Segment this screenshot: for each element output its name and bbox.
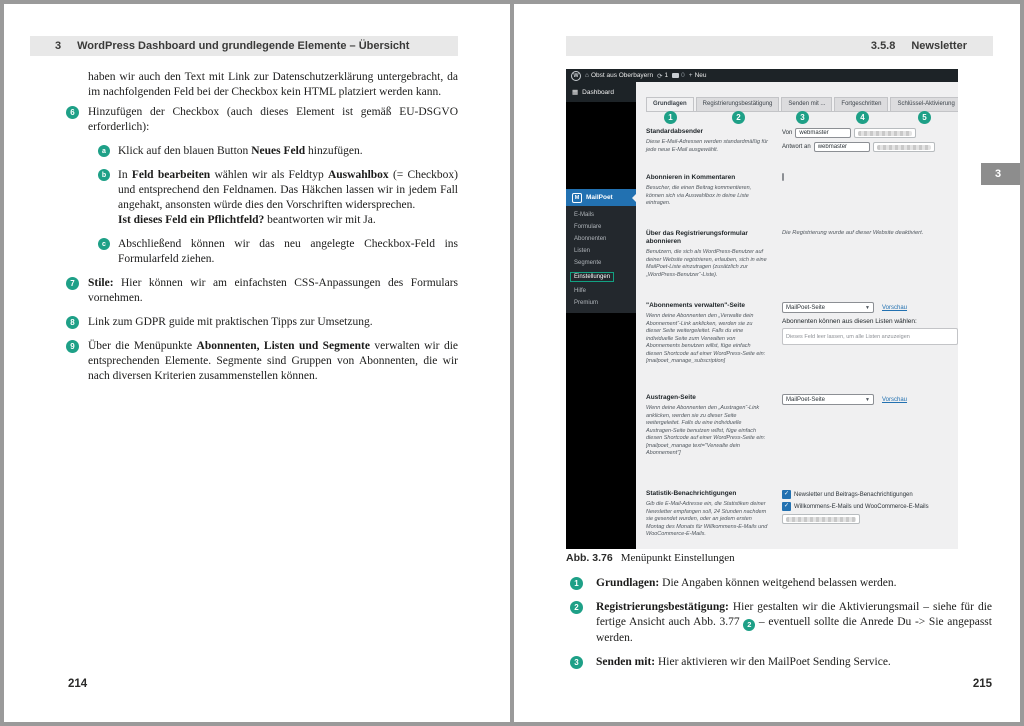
list-item: 6 Hinzufügen der Checkbox (auch dieses Element ist gemäß EU-DSGVO erforderlich): xyxy=(4,105,510,135)
sidebar-item-emails[interactable]: E-Mails xyxy=(574,212,595,218)
setting-desc: Wenn deine Abonnenten den „Verwalte dein Abonnement“-Link anklicken, werden sie zu dieser Seite weitergeleitet. Falls du eine individuelle Seite zum Verwalten von Abonnements benutzen willst, füge einfach diesen Shortcode auf einer WordPress-Seite ein: [mailpoet_manage_subscription] xyxy=(646,313,766,364)
left-page-header xyxy=(30,36,458,56)
comments-checkbox[interactable] xyxy=(782,173,784,181)
von-name-input[interactable] xyxy=(795,128,851,138)
item-badge: 7 xyxy=(66,277,79,290)
annotation-highlight-box: Einstellungen xyxy=(570,272,614,282)
list-item: b In Feld bearbeiten wählen wir als Feldtyp Auswahlbox (= Checkbox) und entsprechend den Feldnamen. Das Häkchen lassen wir in jedem Fall angehakt, ansonsten würde dies den Vorschriften widersprechen. Ist dieses Feld ein Pflichtfeld? beantworten wir mit Ja. xyxy=(4,168,510,228)
lists-sublabel: Abonnenten können aus diesen Listen wählen: xyxy=(782,318,917,325)
mailpoet-submenu xyxy=(566,206,636,313)
comment-icon xyxy=(672,73,679,78)
lists-input[interactable] xyxy=(782,328,958,345)
updates-indicator[interactable]: ⟳ 1 xyxy=(657,72,669,80)
antwort-email-redacted-field[interactable] xyxy=(873,142,935,152)
intro-paragraph: haben wir auch den Text mit Link zur Datenschutzerklärung untergebracht, da im nachfolgenden Feld bei der Checkbox kein HTML platziert werden kann. xyxy=(88,71,458,98)
right-page-header xyxy=(566,36,993,56)
sidebar-item-einstellungen[interactable] xyxy=(566,269,636,285)
comments-indicator[interactable]: 0 xyxy=(672,72,685,79)
wordpress-logo-icon[interactable]: W xyxy=(571,71,581,81)
setting-row-abonnements-verwalten xyxy=(646,302,958,384)
plus-icon: + xyxy=(688,72,693,79)
setting-label: Statistik-Benachrichtigungen xyxy=(646,490,737,497)
new-content-button[interactable]: + Neu xyxy=(688,72,707,79)
list-item: 9 Über die Menüpunkte Abonnenten, Listen und Segmente verwalten wir die entsprechenden Elemente. Segmente sind Gruppen von Abonnenten, die wir nach diversen Kriterien zusammenstellen können. xyxy=(4,339,510,384)
item-badge: c xyxy=(98,238,110,250)
item-badge: 6 xyxy=(66,106,79,119)
sidebar-item-segmente[interactable]: Segmente xyxy=(574,260,602,266)
setting-desc: Benutzern, die sich als WordPress-Benutzer auf deiner Website registrieren, erlauben, sich in eine MailPoet-Liste einzutragen (zusätzlich zur „WordPress-Benutzer“-Liste). xyxy=(646,249,767,278)
registration-disabled-note: Die Registrierung wurde auf dieser Website deaktiviert. xyxy=(782,230,924,236)
setting-label: Standardabsender xyxy=(646,128,704,135)
unsubscribe-page-select[interactable]: MailPoet-Seite ▼ xyxy=(782,394,874,405)
inline-figure-ref-badge: 2 xyxy=(743,619,755,631)
manage-page-select[interactable]: MailPoet-Seite ▼ xyxy=(782,302,874,313)
list-item: 3 Senden mit: Hier aktivieren wir den MailPoet Sending Service. xyxy=(514,655,1020,670)
wordpress-screenshot-figure xyxy=(566,69,958,549)
chapter-title: WordPress Dashboard und grundlegende Elemente – Übersicht xyxy=(77,40,410,52)
setting-desc: Gib die E-Mail-Adresse ein, die Statistiken deiner Newsletter empfangen soll, 24 Stunden nachdem sie gesendet wurden, oder an jedem ersten Montag des Monats für Willkommens-E-Mails und WooCommerce-E-Mails. xyxy=(646,501,768,537)
sidebar-item-hilfe[interactable]: Hilfe xyxy=(574,288,587,294)
figure-caption-text: Menüpunkt Einstellungen xyxy=(620,552,735,564)
item-badge: 8 xyxy=(66,316,79,329)
chevron-down-icon: ▼ xyxy=(865,396,870,403)
site-name-menu[interactable]: ⌂ Obst aus Oberbayern xyxy=(585,72,654,79)
antwort-name-input[interactable] xyxy=(814,142,870,152)
von-email-redacted-field[interactable] xyxy=(854,128,916,138)
setting-label: "Abonnements verwalten"-Seite xyxy=(646,302,745,309)
figure-caption xyxy=(566,552,735,564)
setting-desc: Diese E-Mail-Adressen werden standardmäßig für jede neue E-Mail ausgewählt. xyxy=(646,139,768,153)
setting-label: Abonnieren in Kommentaren xyxy=(646,174,736,181)
item-badge: b xyxy=(98,169,110,181)
callout-1: 1 xyxy=(664,111,677,124)
tab-registrierungsbestaetigung[interactable]: Registrierungsbestätigung xyxy=(696,97,780,111)
setting-row-registrierung xyxy=(646,230,958,292)
item-badge: 9 xyxy=(66,340,79,353)
stats-newsletter-checkbox[interactable]: ✓ xyxy=(783,491,790,497)
sidebar-item-dashboard[interactable]: ▦ Dashboard xyxy=(566,82,636,102)
callout-5: 5 xyxy=(918,111,931,124)
list-item: a Klick auf den blauen Button Neues Feld hinzufügen. xyxy=(4,144,510,159)
item-badge: 1 xyxy=(570,577,583,590)
stats-welcome-checkbox[interactable]: ✓ xyxy=(783,503,790,509)
chevron-down-icon: ▼ xyxy=(865,304,870,311)
callout-4: 4 xyxy=(856,111,869,124)
item-badge: 2 xyxy=(570,601,583,614)
mailpoet-logo-icon: M xyxy=(572,193,582,203)
figure-caption-label: Abb. 3.76 xyxy=(566,552,613,564)
section-title: Newsletter xyxy=(911,40,967,52)
setting-label: Über das Registrierungsformular abonnieren xyxy=(646,230,748,245)
section-number: 3.5.8 xyxy=(870,40,896,52)
unsubscribe-preview-link[interactable]: Vorschau xyxy=(882,396,908,403)
dashboard-icon: ▦ xyxy=(572,89,579,96)
setting-label: Austragen-Seite xyxy=(646,394,696,401)
wp-admin-bar xyxy=(566,69,958,82)
tab-schluessel-aktivierung[interactable]: Schlüssel-Aktivierung xyxy=(890,97,958,111)
sidebar-item-mailpoet[interactable]: M MailPoet xyxy=(566,189,636,206)
sidebar-item-abonnenten[interactable]: Abonnenten xyxy=(574,236,607,242)
callout-2: 2 xyxy=(732,111,745,124)
setting-row-statistik: Statistik-Benachrichtigungen Gib die E-Mail-Adresse ein, die Statistiken deiner Newsletter empfangen soll, 24 Stunden nachdem sie gesendet wurden, oder an jedem ersten Montag des Monats für Willkommens-E-Mails und WooCommerce-E-Mails. ✓ Newsletter und Beitrags-Benachrichtigungen ✓ Willkommens-E-Mails und WooCommerce-E-Mails xyxy=(646,490,929,537)
page-number: 214 xyxy=(68,678,88,690)
stats-email-redacted-field[interactable] xyxy=(782,514,860,524)
home-icon: ⌂ xyxy=(585,72,589,79)
wp-settings-content xyxy=(636,82,958,549)
tab-grundlagen[interactable]: Grundlagen xyxy=(646,97,694,111)
item-badge: a xyxy=(98,145,110,157)
list-item: 7 Stile: Hier können wir am einfachsten CSS-Anpassungen des Formulars vornehmen. xyxy=(4,276,510,306)
left-page xyxy=(4,4,510,722)
manage-preview-link[interactable]: Vorschau xyxy=(882,304,908,311)
right-page xyxy=(514,4,1020,722)
setting-row-standardabsender xyxy=(646,128,958,164)
wp-sidebar xyxy=(566,82,636,549)
von-label: Von xyxy=(782,130,793,136)
setting-desc: Wenn deine Abonnenten den „Austragen“-Link anklicken, werden sie zu dieser Seite weitergeleitet. Falls du eine individuelle Austragen-Seite benutzen willst, füge einfach diesen Shortcode auf einer WordPress-Seite ein: [mailpoet_manage text="Verwalte dein Abonnement"] xyxy=(646,405,766,456)
setting-row-kommentare xyxy=(646,174,958,220)
tab-senden-mit[interactable]: Senden mit ... xyxy=(781,97,832,111)
antwort-label: Antwort an xyxy=(782,144,811,150)
sidebar-item-premium[interactable]: Premium xyxy=(574,300,599,306)
settings-tab-bar xyxy=(646,97,958,112)
setting-row-austragen xyxy=(646,394,958,480)
sidebar-item-formulare[interactable]: Formulare xyxy=(574,224,602,230)
list-item: c Abschließend können wir das neu angelegte Checkbox-Feld ins Formularfeld ziehen. xyxy=(4,237,510,267)
chapter-edge-tab: 3 xyxy=(981,163,1024,185)
tab-fortgeschritten[interactable]: Fortgeschritten xyxy=(834,97,888,111)
sidebar-blackout xyxy=(566,102,636,189)
item-badge: 3 xyxy=(570,656,583,669)
sidebar-item-listen[interactable]: Listen xyxy=(574,248,591,254)
page-number: 215 xyxy=(972,678,992,690)
update-icon: ⟳ xyxy=(657,72,663,80)
callout-3: 3 xyxy=(796,111,809,124)
left-list xyxy=(4,105,510,393)
right-list xyxy=(514,576,1020,679)
list-item: 8 Link zum GDPR guide mit praktischen Tipps zur Umsetzung. xyxy=(4,315,510,330)
active-menu-arrow xyxy=(628,194,636,202)
setting-desc: Besucher, die einen Beitrag kommentieren, können sich via Auswahlbox in deine Liste eintragen. xyxy=(646,185,752,206)
chapter-number: 3 xyxy=(55,40,62,52)
list-item: 1 Grundlagen: Die Angaben können weitgehend belassen werden. xyxy=(514,576,1020,591)
list-item: 2 Registrierungsbestätigung: Hier gestalten wir die Aktivierungsmail – siehe für die fertige Ansicht auch Abb. 3.77 2 – eventuell sollte die Anrede Du -> Sie angepasst werden. xyxy=(514,600,1020,646)
